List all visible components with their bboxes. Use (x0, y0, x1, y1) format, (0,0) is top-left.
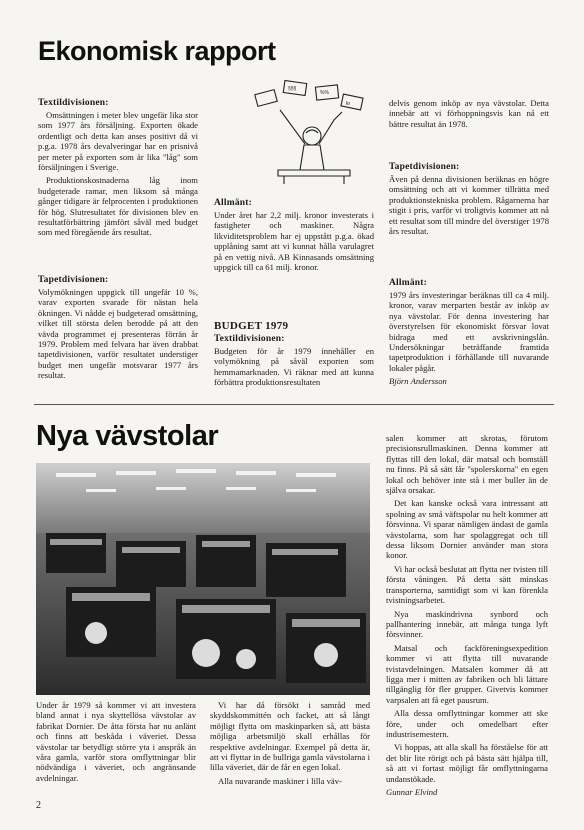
budget-textile-continued: delvis genom inköp av nya vävstolar. Detta innebär att vi förhoppningsvis kan nå ett bättre resultat än 1978. (389, 98, 549, 129)
budget-textile-paragraph: Budgeten för år 1979 innehåller en volymökning på såväl exporten som hemmamarknaden. Vi räknar med att kunna förbättra produktionsresultaten (214, 346, 374, 388)
page-number: 2 (36, 800, 41, 811)
report-headline: Ekonomisk rapport (38, 36, 276, 66)
budget-wallpaper-paragraph: Även på denna divisionen beräknas en högre omsättning och att vi kommer tillrätta med produktionstekniska problem. Rågarnerna har stigit i pris, varför vi troligtvis kommer att nå ett resultat som till mindre del överstiger 1978 års resultat. (389, 174, 549, 237)
looms-col3-p6: Alla dessa omflyttningar kommer att ske före, under och omedelbart efter industrisemestern. (386, 708, 548, 739)
report-signature: Björn Andersson (389, 376, 447, 387)
looms-col3-p5: Matsal och fackföreningsexpedition kommer vi att flytta till nuvarande tvistavdelningen. Matsalen kommer då att ligga mer i mitten av fabriken och bli lättare tillgänglig för fler grupper. Givetvis kommer varpsalen att få eget pausrum. (386, 642, 548, 705)
looms-col3-p7: Vi hoppas, att alla skall ha förståelse för att det blir lite rörigt och på bästa sätt hjälpa till, så att vi fortast möjligt får omflyttningarna undanstökade. (386, 742, 548, 784)
report-column-3-mid (389, 162, 549, 239)
looms-column-3 (386, 433, 548, 800)
wallpaper-paragraph: Volymökningen uppgick till ungefär 10 %, varav exporten svarade för nästan hela ökningen. Vi nådde ej budgeterad omsättning, vilket till största delen berodde på att den vävda programmet ej presenteras förrän år 1979. Problem med felvara har även drabbat tapetdivisionen, varför resultatet understiger budget men ungefär motsvarar 1977 års resultat. (38, 287, 198, 381)
textile-paragraph-1: Omsättningen i meter blev ungefär lika stor som 1977 års försäljning. Exporten ökade ordentligt och detta kan anses positivt då vi p.g.a. 1978 års devalveringar har en prisnivå per meter på exporten som är lika "låg" som försäljningen i Sverige. (38, 110, 198, 173)
section-divider (34, 404, 554, 405)
report-column-1 (38, 98, 198, 241)
looms-col3-p2: Det kan kanske också vara intressant att spolning av små väftspolar nu helt kommer att försvinna. Vi sparar nämligen ändast de gamla vävstolarna, som har spolaggregat och till dessa liksom Dornier använder man stora konor. (386, 498, 548, 561)
textile-paragraph-2: Produktionskostnaderna låg inom budgeterade ramar, men liksom så många gånger tidigare är felprocenten i produktionen för hög. Slutresultatet för divisionen blev en resultatförbättring jämfört såväl med budget som med föregående års resultat. (38, 175, 198, 238)
report-column-2 (214, 198, 374, 275)
looms-column-1 (36, 700, 196, 786)
budget-section (214, 320, 374, 391)
looms-paragraph-2: Vi har då försökt i samråd med skyddskommittén och facket, att så långt möjligt flytta om maskinparken så, att bästa möjliga arbetsmiljö skall erhållas för respektive avdelningar. Exempel på detta är, att vi flyttar in de bullriga gamla vävstolarna i lilla väveriet, där de får en egen lokal. (210, 700, 370, 773)
budget-textile-heading: Textildivisionen: (214, 334, 285, 344)
report-column-3-lower (389, 278, 549, 390)
weaving-hall-photo (36, 463, 370, 695)
looms-paragraph-1: Under år 1979 så kommer vi att investera bland annat i nya skyttellösa vävstolar av fabrikat Dornier. De åtta första har nu anlänt och finns att beskåda i väveriet. Dessa vävstolar tar betydligt större yta i anspråk än våra gamla, varför stora omflyttningar blir nödvändiga i väveriet, och angränsande avdelningar. (36, 700, 196, 783)
budget-general-heading: Allmänt: (389, 278, 428, 288)
wallpaper-heading: Tapetdivisionen: (38, 275, 109, 285)
looms-signature: Gunnar Elvind (386, 787, 438, 797)
budget-wallpaper-heading: Tapetdivisionen: (389, 162, 460, 172)
cartoon-illustration (250, 78, 374, 186)
svg-text:%%: %% (320, 90, 329, 96)
looms-col3-p3: Vi har också beslutat att flytta ner tvisten till första våningen. På detta sätt minskas transporterna, samtidigt som vi kan förenkla tvistningsarbetet. (386, 563, 548, 606)
budget-general-paragraph: 1979 års investeringar beräknas till ca 4 milj. kronor, varav merparten består av inköp av nya vävstolar. För denna investering har överstyrelsen för ekonomiskt försvar lovat bidraga med ett avskrivningslån. Undersökningar beträffande framtida tapetproduktion i förhållande till nuvarande lokaler pågår. (389, 290, 549, 373)
general-paragraph: Under året har 2,2 milj. kronor investerats i fastigheter och maskiner. Några likviditetsproblem har ej uppstått p.g.a. ökad upplåning samt att vi kunnat hålla varulagret på en vettig nivå. AB Kinnasands omsättning uppgick till ca 61 milj. kronor. (214, 210, 374, 273)
svg-text:kr: kr (346, 101, 351, 107)
budget-title: BUDGET 1979 (214, 320, 289, 332)
looms-column-2 (210, 700, 370, 789)
report-column-3 (389, 98, 549, 132)
svg-text:§§§: §§§ (288, 86, 297, 92)
textile-heading: Textildivisionen: (38, 98, 109, 108)
general-heading: Allmänt: (214, 198, 253, 208)
looms-headline: Nya vävstolar (36, 420, 219, 452)
looms-col3-p1: salen kommer att skrotas, förutom precisionsrullmaskinen. Denna kommer att flyttas till den lokal, där matsal och bomställ nu finns. På så sätt får "spolerskorna" en egen lokal och behöver inte stå i mer buller än de själva orsakar. (386, 433, 548, 496)
looms-paragraph-3: Alla nuvarande maskiner i lilla väv- (218, 775, 342, 786)
report-column-1-lower (38, 275, 198, 384)
looms-col3-p4: Nya maskindrivna synbord och pallhantering innebär, att många tunga lyft försvinner. (386, 608, 548, 640)
